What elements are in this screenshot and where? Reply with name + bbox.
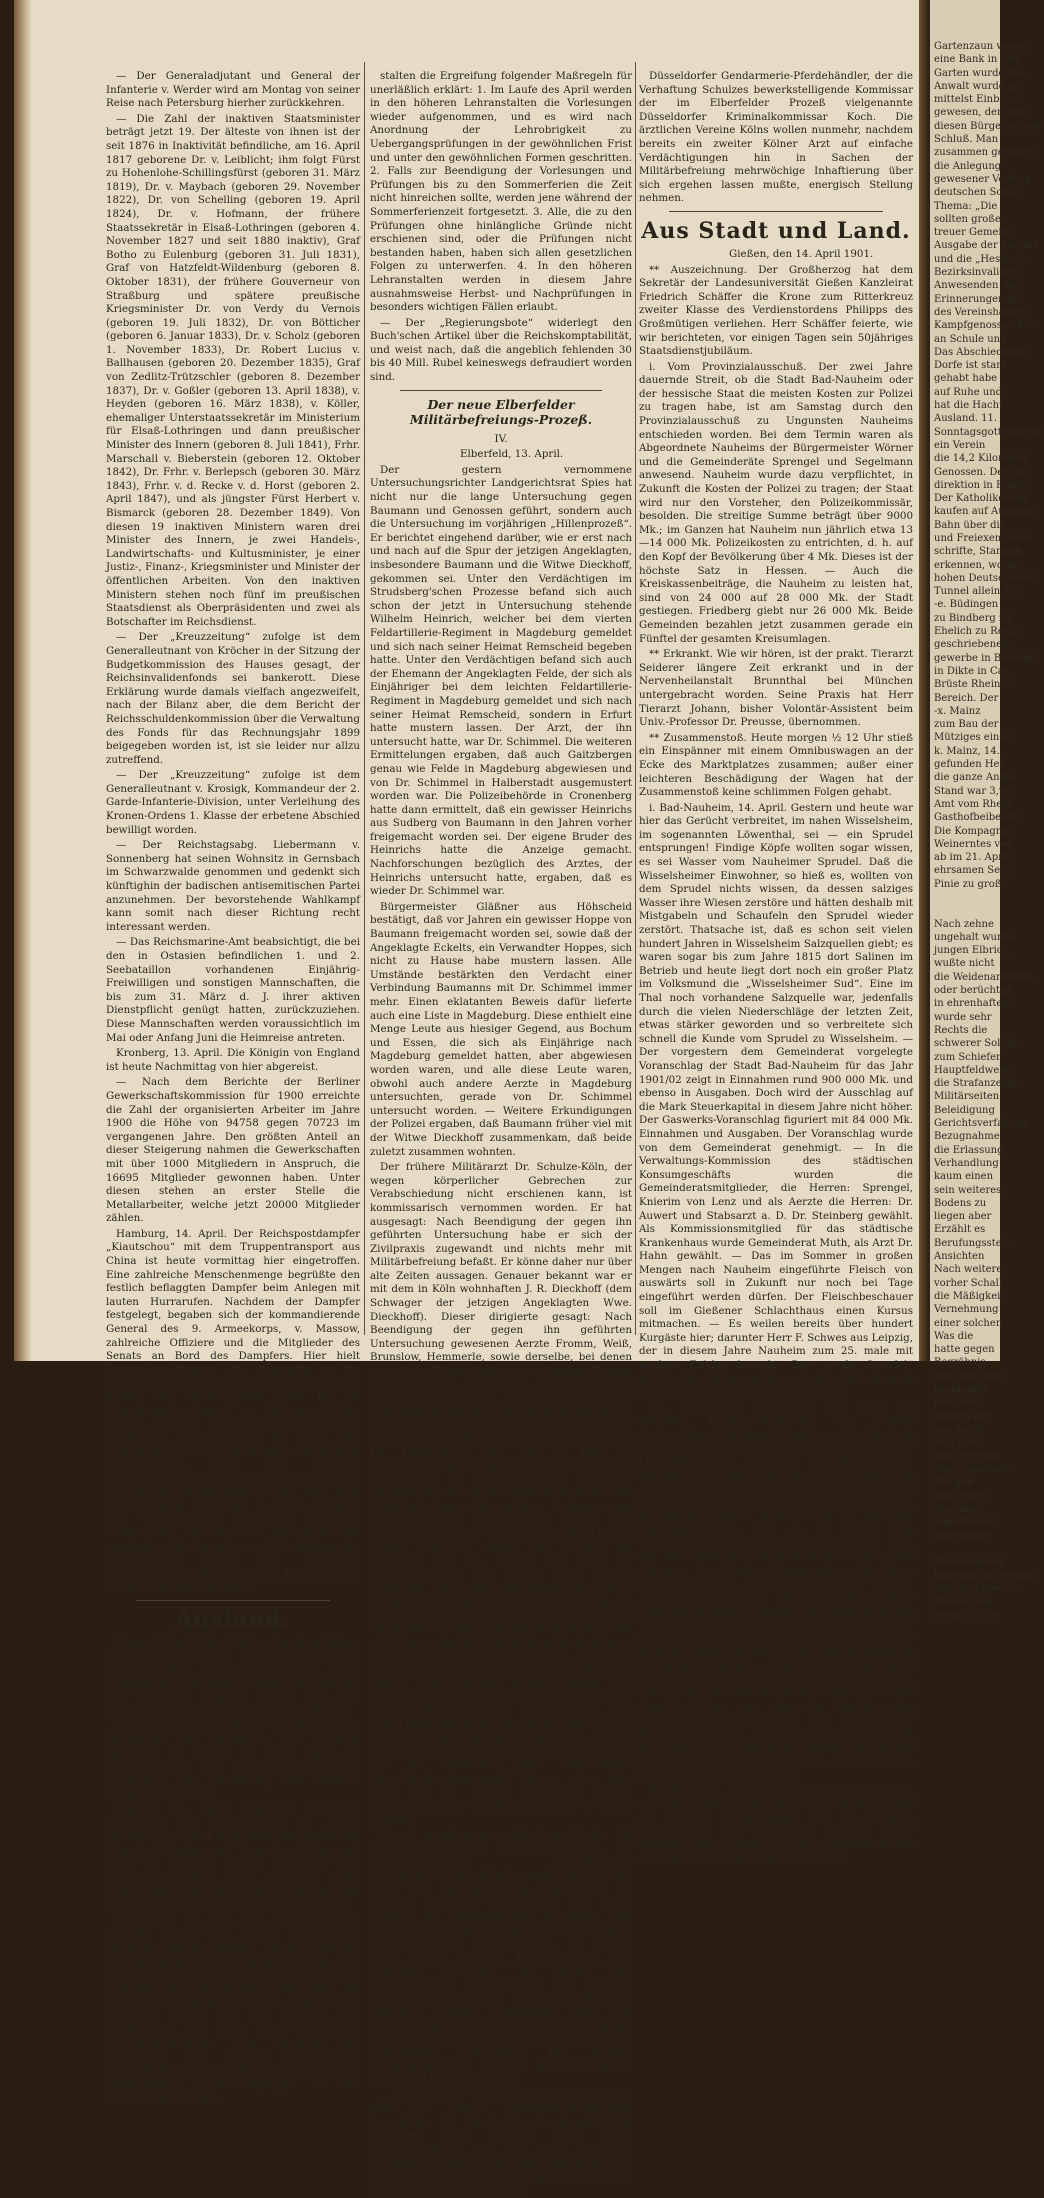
section-heading-ausland: Ausland. [106, 1607, 360, 1633]
adjacent-page-line: Ausgabe der Vereins [934, 239, 1000, 252]
adjacent-page-line: Mütziges einer [934, 731, 1000, 744]
column-2-prozess [370, 464, 632, 2198]
local-news-paragraph: ** Erkrankt. Wie wir hören, ist der prakt. Tierarzt Seiderer längere Zeit erkrankt und in der Nervenheilanstalt Brunnthal bei München untergebracht worden. Seine Praxis hat Herr Tierarzt Johann, bisher Volontär-Assistent beim Univ.-Professor Dr. Preusse, übernommen. [639, 648, 913, 730]
adjacent-page-strip [930, 0, 1000, 1361]
adjacent-page-line: Bezirksinvaliden [934, 266, 1000, 279]
adjacent-page-line: in ehrenhaften [934, 997, 1000, 1010]
adjacent-page-line: Beleidigung [934, 1104, 1000, 1117]
adjacent-page-line: erkennen, worin [934, 559, 1000, 572]
article-dateline: Elberfeld, 13. April. [370, 448, 632, 462]
adjacent-page-line: gefunden Heil [934, 758, 1000, 771]
newspaper-page [14, 0, 919, 1361]
adjacent-page-line: ab im 21. April [934, 851, 1000, 864]
adjacent-page-line: kaufen auf Aussicht [934, 505, 1000, 518]
adjacent-page-line: an Schule und [934, 333, 1000, 346]
adjacent-page-line: in Dikte in Cas [934, 665, 1000, 678]
adjacent-page-line: Rechts die [934, 1024, 1000, 1037]
adjacent-page-line: Ausgabe [934, 1503, 1000, 1516]
adjacent-page-line: wurde sehr [934, 1011, 1000, 1024]
adjacent-page-line: Anwalt wurde ge- [934, 80, 1000, 93]
article-heading-prozess: Der neue Elberfelder Militärbefreiungs-Prozeß. [370, 397, 632, 427]
adjacent-page-line: zum Schiefer [934, 1051, 1000, 1064]
news-paragraph: — Das Reichsmarine-Amt beabsichtigt, die bei den in Ostasien befindlichen 1. und 2. Seebataillon vorhandenen Einjährig-Freiwilligen und sonstigen Mannschaften, die bis zum 31. März d. J. ihrer aktiven Dienstpflicht genügt hatten, zurückzuziehen. Diese Mannschaften werden voraussichtlich im Mai oder Anfang Juni die Heimreise antreten. [106, 936, 360, 1045]
adjacent-page-line: zu Bindberg zu [934, 612, 1000, 625]
column-3-news [639, 70, 913, 206]
local-news-paragraph: ** Auszeichnung. Der Großherzog hat dem Sekretär der Landesuniversität Gießen Kanzleirat Friedrich Schäffer die Krone zum Ritterkreuz zweiter Klasse des Verdienstordens Philipps des Großmütigen verliehen. Herr Schäffer feierte, wie wir berichteten, vor einigen Tagen sein 50jähriges Staatsdienstjubiläum. [639, 264, 913, 359]
adjacent-page-line: bestanden [934, 1383, 1000, 1396]
adjacent-page-line: Köln wurden [934, 1449, 1000, 1462]
section-divider [136, 1600, 330, 1601]
article-part-number: IV. [370, 433, 632, 447]
adjacent-page-line: Gasthofbeibehalt [934, 811, 1000, 824]
adjacent-page-line: abgeflossen [934, 1516, 1000, 1529]
adjacent-page-line: ehrsamen Sein [934, 864, 1000, 877]
adjacent-page-line: zum Bau der [934, 718, 1000, 731]
adjacent-page-line: die Erlassung [934, 1144, 1000, 1157]
news-paragraph: Düsseldorfer Gendarmerie-Pferdehändler, der die Verhaftung Schulzes bewerkstelligende Kommissar der im Elberfelder Prozeß vielgenannte Düsseldorfer Kriminalkommissar Koch. Die ärztlichen Vereine Kölns wollen nunmehr, nachdem bereits ein zweiter Kölner Arzt auf einfache Verdächtigungen hin in Sachen der Militärbefreiung mehrwöchige Inhaftierung über sich ergehen lassen mußte, energisch Stellung nehmen. [639, 70, 913, 206]
adjacent-page-line: gehabt habe [934, 372, 1000, 385]
adjacent-page-line: Namen der [934, 1410, 1000, 1423]
adjacent-page-line: Bereich. Der [934, 692, 1000, 705]
adjacent-page-line: Erzählt es [934, 1223, 1000, 1236]
column-1-ausland [106, 1637, 360, 2105]
adjacent-page-line: Schluß. Man [934, 133, 1000, 146]
local-news-paragraph: i. Bad-Nauheim, 14. April. Gestern und heute war hier das Gerücht verbreitet, im nahen Wisselsheim, im sogenannten Löwenthal, sei — ein Sprudel entsprungen! Findige Köpfe wollten sogar wissen, es sei Wasser vom Nauheimer Sprudel. Daß die Wisselsheimer Einwohner, so hieß es, wollten von dem Sprudel nichts wissen, da dessen salziges Wasser ihre Wiesen zerstöre und hätten deshalb mit Mistgabeln und Schaufeln den Sprudel wieder zerstört. Thatsache ist, daß es schon seit vielen hundert Jahren in Wisselsheim Salzquellen giebt; es waren sogar bis zum Jahre 1815 dort Salinen im Betrieb und heute liegt dort noch ein großer Platz im Volksmund die „Wisselsheimer Sud“. Eine im Thal noch vorhandene Salzquelle war, jedenfalls durch die vielen Niederschläge der letzten Zeit, etwas stärker geworden und so verbreitete sich schnell die Kunde vom Sprudel zu Wisselsheim. — Der vorgestern dem Gemeinderat vorgelegte Voranschlag der Stadt Bad-Nauheim für das Jahr 1901/02 zeigt in Einnahmen rund 900 000 Mk. und ebenso in Ausgaben. Doch wird der Ausschlag auf die Mark Steuerkapital in diesem Jahre nicht höher. Der Gaswerks-Voranschlag figuriert mit 84 000 Mk. Einnahmen und Ausgaben. Der Voranschlag wurde von dem Gemeinderat genehmigt. — In die Verwaltungs-Kommission des städtischen Konsumgeschäfts wurden die Gemeinderatsmitglieder, die Herren: Sprengel, Knierim von Lenz und als Aerzte die Herren: Dr. Auwert und Stabsarzt a. D. Dr. Steinberg gewählt. Als Kommissionsmitglied für das städtische Krankenhaus wurde Gemeinderat Muth, als Arzt Dr. Hahn gewählt. — Das im Sommer in großen Mengen nach Nauheim eingeführte Fleisch von auswärts soll in Zukunft nur noch bei Tage eingeführt werden dürfen. Der Fleischbeschauer soll im Gießener Schlachthaus einen Kursus mitmachen. — Es weilen bereits über hundert Kurgäste hier; darunter Herr F. Schwes aus Leipzig, der in diesem Jahre Nauheim zum 25. male mit großem Erfolge besucht. Der „große Sprudel“ erholt sich immer mehr und die Aufregung in Nauheim hat sich bereits wieder gelegt. [639, 802, 913, 1400]
article-paragraph: Der frühere Militärarzt Dr. Schulze-Köln, der wegen körperlicher Gebrechen zur Verabschiedung nicht erschienen kann, ist kommissarisch vernommen worden. Er hat ausgesagt: Nach Beendigung der gegen ihn geführten Untersuchung habe er sich der Zivilpraxis zugewandt und nichts mehr mit Militärbefreiung befaßt. Er könne daher nur über alte Zeiten aussagen. Genauer bekannt war er mit dem in Köln wohnhaften J. R. Dieckhoff (dem Schwager der jetzigen Angeklagten Wwe. Dieckhoff). Dieser dirigierte gesagt: Nach Beendigung der gegen ihn geführten Untersuchung gewesenen Aerzte Fromm, Weiß, Brunslow, Hemmerle, sowie derselbe, bei denen er sich die Mannschaften zu verkaufen. Fromm erzählte einmal, er habe ihn durch einen Korb Champagner gewonnen, so daß er sich jetzt auf dem Sanitätsamte die Orte ausfindig mache, wo der er zu Musterungen geschickt werden sollte. Nach Münster in Westfalen hatte Zeuge außer zu Dr. Fürstenberg, der ihn in Köln zu Militärbefreiungszwecken selbst aufsuchte, keine Beziehungen. Er kannte dort nur noch den Oberstabsarzt Dr. Zicker. Dieser befaßte sich mit Militärbefreiungen im größten Umfange, war auch einmal in Untersuchung, wurde aber freigesprochen. Von Oberstabsarzt Dr. Lindner wurde Ähnliches erzählt. Dr. Dreher, ein Schwager des Dr. Zicker, war auch ein Hauptfreimacher. Es ließen sich damals überhaupt sehr viele Militärärzte auf solche Dinge ein. Man sagte, in Köln seien nur zwei, die sich zurückhielten. In Münster, hieß es, sei jeder zugänglich. — Was J. W. Dieckhoff machte, mit welchem er ständig in Verbindung stand, wisse er nicht. Die Leute, auf die es ankam, persönlich namhaft. Er wußte immer, wohin die Militärärzte kamen. Auch Zivilärzte spielten damals eine Rolle. Sie kamen entweder zu den Militärärzten, um sich für junge Leute zu verwenden, oder gaben ihnen Atteste zu den Musterungen mit. Es wurde entweder angesagt, junge Leute, die ihre Befreiung wünschten, legten manchmal Atteste von Dr. Moormann (dem verstorbenen Düsseldorfer Augenarzte) bei; es wisse aber nicht, ob Dr. Mooren unrichtige Atteste ausgestellt habe. Von Baumann habe er nichts gewußt. [370, 1161, 632, 1827]
adjacent-page-line: Nach weiterer [934, 1263, 1000, 1276]
adjacent-page-line: Das Abschiedsfest [934, 346, 1000, 359]
adjacent-page-line: Sonntagsgottesdienst [934, 426, 1000, 439]
section-heading-stadt-und-land: Aus Stadt und Land. [639, 218, 913, 244]
adjacent-page-line: Tunnel allein 100 [934, 585, 1000, 598]
article-paragraph: — Man meldet weiter: Die Meldung, daß in Köln ein dritter Militärbefreiungsprozeß bevorstehe, ist falsch. Der in diesem Falle verhaftete Arzt Schulze wurde ohne Kautionsstellung aus der Haft entlassen, nachdem sich die Grundlosigkeit des Verdachtes der Beihilfe zur Militärbefreiung erwiesen hatte. Der betr. Polizeispitzel ist ein [370, 2090, 632, 2198]
local-news-paragraph: ** Zusammenstoß. Heute morgen ½ 12 Uhr stieß ein Einspänner mit einem Omnibuswagen an der Ecke des Marktplatzes zusammen; außer einer leichteren Beschädigung der Wagen hat der Zusammenstoß keine schlimmen Folgen gehabt. [639, 732, 913, 800]
column-1 [106, 70, 360, 1335]
news-paragraph: Petersburg, 14. April. Der „Regierungsbote“ schreibt: Infolge der jüngst stattgehabten Studentenunruhen wurden manche höheren Schulen vor den Osterferien geschlossen, jetzt sollen die studierende Jugend in die Lage kam, entweder ein Jahr verlieren oder sogar die Lehranstalt verlassen zu müssen. Wegen dieser schweren Folgen für das Schicksal der Studierenden hat unter dem Vorsitz des Unterrichtsministers eine Beratung der Hauptleiter der höheren Lehranstalten stattgefunden und zur Wiederherstellung des regelmäßigen Unterrichtsganges in den bezeichneten Lehran- [106, 1915, 360, 2105]
local-news-paragraph: -ck. Lehrerheim Vogelsberg. Die sehr gut besuchte Hauptversammlung des Vereins „Lehrerheim Vogelsberg“ fand am 11. April in Jugenheim a. d. B. statt. Der Vorstehende, Lehrer Linck-Rüdingshain, erstattete den Jahresbericht, aus dem hervorgeht, daß das Unternehmen sich günstig entwickelt. Der Rechnungsabschluß weist ein Vermögen von rund 12,900 Mk. auf. Auf dem Vereinshause lasten zurzeit noch 20 000 Mk. Hypothekschulden, und da es rätlich und wünschenswert erscheint, dies abzutragen, wird auf den einstimmig angenommenen Antrag des Obmanns des Landes-Lehrervereins, Oberlehrer Backes-Darmstadt, der Versuch gemacht werden, Anteilscheine zu je 50 Mk. auszugeben. Lehrer Lanz-Ober-Ramstadt empfahl, die Wetterfeste des Vereinshauses durch eine Schindelbekleidung vor dem Eindringen der Nässe zu schützen. Der engere Vorstand wurde beauftragt, die Angelegenheit in Erwägung zu ziehen. — Schließlich brachte Lehrer Reibel-Gundersheim den Antrag ein, der Vorstand solle an den Vorstand des Landes-Lehrervereins das Gesuch richten, man möge das Vermögen des Landes-Lehrervereins gegen eine angemessene Zinsvergütung und unbedingte Sicherstellung in den Dienst des Lehrerheims stellen. Der Antrag fand Unterstützung und Annahme. Hierauf wurde die Versammlung geschlossen. [639, 1402, 913, 1783]
news-paragraph: Madrid, 14. April. Mehrere Individuen versuchten das Jesus-Kloster in Aveiro (Portugal) in Brand zu stecken. Sie hatten das Thor des Klosters mit Theer bestrichen und Feuer an dasselbe gelegt. Einwohner und Polizeimannschaften eilten indessen zeitig genug herbei, um das Feuer zu löschen. Die Schuldigen sind bisher nicht ermittelt worden. [106, 1804, 360, 1913]
column-2-news [370, 70, 632, 385]
article-paragraph: Bürgermeister Gläßner aus Höhscheid bestätigt, daß vor Jahren ein gewisser Hoppe von Baumann freigemacht worden sei, sowie daß der Angeklagte Eckelts, ein Verwandter Hoppes, sich nicht zu Hause habe mustern lassen. Alle Umstände bestärkten den Verdacht einer Verbindung Baumanns mit Dr. Schimmel immer mehr. Einen eklatanten Beweis dafür lieferte auch eine Liste in Magdeburg. Diese enthielt eine Menge Leute aus hiesiger Gegend, aus Bochum und Essen, die sich als Einjährige nach Magdeburg gemeldet hatten, aber abgewiesen worden waren, und alle diese Leute waren, obwohl auch andere Aerzte in Magdeburg untersuchten, gerade von Dr. Schimmel untersucht worden. — Weitere Erkundigungen der Polizei ergaben, daß Baumann früher viel mit der Witwe Dieckhoff zusammenkam, daß beide zuletzt zusammen wohnten. [370, 901, 632, 1159]
article-paragraph: Es sei vorgekommen, daß junge Leute, die freigemacht wurden, Mittel anwandten, um krankheitsähnliche Erscheinungen vorzutäuschen. Dr. Schulze wurde am 2. Febr. 1871 vom Korpsgericht in Münster zu 18 Monaten Gefängnis verurteilt. In dem Urteil wurden als strafmildernde Umstände sein glaubhaftes Geständnis und sein sehr günstiges Führungszeugnis hervorgehoben. Es wurden denn Urteile, die von Kriegsgerichten und ähnlichen Gerichten in Sachen der Militärbefreiung gefällt worden sind, verlesen. Dann kam es noch zu Auseinandersetzungen zwischen einigen Angeklagten und dem Untersuchungsrichter, weil letzterem unzulässige Einwirkungen vorgeworfen wurden, was er aber entschieden zurückwies. Die weitere Verhandlung wird, wie mir bereits mitgeteilt wurde, auf Dienstag vertagt. [370, 1829, 632, 2087]
column-rule [635, 62, 636, 1335]
column-1-news [106, 70, 360, 1595]
local-news-paragraph: i. Vom Provinzialausschuß. Der zwei Jahre dauernde Streit, ob die Stadt Bad-Nauheim oder der hessische Staat die meisten Kosten zur Polizei zu tragen habe, ist am Samstag durch den Provinzialausschuß zu Ungunsten Nauheims entschieden worden. Bei dem Termin waren als Abgeordnete Nauheims der Bürgermeister Wörner und die Gemeinderäte Sprengel und Segelmann anwesend. Nauheim wurde dazu verpflichtet, in Zukunft die Kosten der Polizei zu tragen; der Staat wird nur den Vorsteher, den Polizeikommissär, besolden. Die streitige Summe beträgt über 9000 Mk.; im Ganzen hat Nauheim nun jährlich etwa 13—14 000 Mk. Polizeikosten zu entrichten, d. h. auf den Kopf der Bevölkerung über 4 Mk. Dieses ist der höchste Satz in Hessen. — Auch die Kreiskassenbeiträge, die Nauheim zu leisten hat, sind von 24 000 auf 28 000 Mk. der Stadt gestiegen. Friedberg giebt nur 26 000 Mk. Beide Gemeinden bezahlen jetzt zusammen gerade ein Fünftel der gesamten Kreisumlagen. [639, 361, 913, 646]
news-paragraph: — Nach dem Berichte der Berliner Gewerkschaftskommission für 1900 erreichte die Zahl der organisierten Arbeiter im Jahre 1900 die Höhe von 94758 gegen 70723 im vergangenen Jahre. Den größten Anteil an dieser Steigerung nahmen die Gewerkschaften mit über 1000 Mitgliedern in Anspruch, die 16695 Mitglieder gewonnen haben. Unter diesen stehen an erster Stelle die Metallarbeiter, welche jetzt 20000 Mitglieder zählen. [106, 1076, 360, 1226]
adjacent-page-line: und die „Hessische [934, 253, 1000, 266]
adjacent-page-line: Dorfe ist stark [934, 359, 1000, 372]
adjacent-page-line: auf Ruhe und [934, 386, 1000, 399]
adjacent-page-line: -e. Büdingen [934, 598, 1000, 611]
adjacent-page-line: liegen aber [934, 1210, 1000, 1223]
adjacent-page-line: Die Kompagnie [934, 825, 1000, 838]
adjacent-page-line: die Anlegung [934, 160, 1000, 173]
adjacent-page-line: Gartenzaun wurde [934, 40, 1000, 53]
adjacent-page-line: Gerichtsverfahren [934, 1117, 1000, 1130]
adjacent-page-line: ungehalt wurde [934, 931, 1000, 944]
news-paragraph: — Der „Kreuzzeitung“ zufolge ist dem Generalleutnant von Kröcher in der Sitzung der Budgetkommission des Hauses gesagt, der Reichsinvalidenfonds sei bankerott. Diese Erklärung wurde damals vielfach angezweifelt, nach der Bilanz aber, die dem Bericht der Reichsschuldenkommission über die Verwaltung des Fonds für das Rechnungsjahr 1899 beigegeben worden ist, ist sie leider nur allzu zutreffend. [106, 631, 360, 767]
adjacent-page-line: Bremen die [934, 1596, 1000, 1609]
adjacent-page-line: sein weiteres [934, 1184, 1000, 1197]
adjacent-page-line: jungen Elbrich [934, 944, 1000, 957]
adjacent-page-line: Meyer 3 Uhr [934, 1609, 1000, 1622]
adjacent-page-line: k. Mainz, 14. [934, 745, 1000, 758]
news-paragraph: — Die Zahl der inaktiven Staatsminister beträgt jetzt 19. Der älteste von ihnen ist der seit 1876 in Inaktivität befindliche, am 16. April 1817 geborene Dr. v. Leiblicht; ihm folgt Fürst zu Hohenlohe-Schillingsfürst (geboren 31. März 1819), Dr. v. Maybach (geboren 29. November 1822), Dr. von Schelling (geboren 19. April 1824), Dr. v. Hofmann, der frühere Staatssekretär in Elsaß-Lothringen (geboren 4. November 1827 und seit 1880 inaktiv), Graf Botho zu Eulenburg (geboren 31. Juli 1831), Graf von Hatzfeldt-Wildenburg (geboren 8. Oktober 1831), der frühere Gouverneur von Straßburg und spätere preußische Kriegsminister Dr. von Verdy du Vernois (geboren 19. Juli 1832), Dr. von Bötticher (geboren 6. Januar 1833), Dr. v. Scholz (geboren 1. November 1833), Dr. Robert Lucius v. Ballhausen (geboren 20. Dezember 1835), Graf von Zedlitz-Trützschler (geboren 8. Dezember 1837), Dr. v. Goßler (geboren 13. April 1838), v. Heyden (geboren 16. März 1838), v. Köller, ehemaliger Unterstaatssekretär im Ministerium für Elsaß-Lothringen und dann preußischer Minister des Innern (geboren 8. Juli 1841), Frhr. Marschall v. Bieberstein (geboren 12. Oktober 1842), Dr. Frhr. v. Berlepsch (geboren 30. März 1843), Frhr. v. d. Recke v. d. Horst (geboren 2. April 1847), und als jüngster Fürst Herbert v. Bismarck (geboren 28. Dezember 1849). Von diesen 19 inaktiven Ministern waren drei Minister des Innern, je zwei Handels-, Landwirtschafts- und Kultusminister, je einer Justiz-, Finanz-, Kriegsminister und Minister der öffentlichen Arbeiten. Von den inaktiven Ministern stehen noch fünf im preußischen Staatsdienst als Oberpräsidenten und zwei als Botschafter im Reichsdienst. [106, 113, 360, 630]
section-divider [669, 211, 883, 212]
adjacent-page-line: Brüste Rheinh. [934, 678, 1000, 691]
adjacent-page-line [934, 891, 1000, 904]
adjacent-page-line: Amt vom Rhein [934, 798, 1000, 811]
column-3-stadt [639, 264, 913, 1866]
adjacent-page-line: hohen Deutschlands [934, 572, 1000, 585]
adjacent-page-line: Weinerntes von [934, 838, 1000, 851]
adjacent-page-line: Ehelich zu Reich [934, 625, 1000, 638]
adjacent-page-line: die 14,2 Kilometer [934, 452, 1000, 465]
news-paragraph: Paris, 13. April. Der „Matin“ veröffentlicht ein Telegramm des Vertreters der Filipinos Agoncillo, in denen es heißt, daß der Filipinosgeneral San Digo zum Nachfolger Aguinaldos und gleichzeitig zum Diktator gewählt worden ist. [106, 1720, 360, 1802]
adjacent-page-line: sich Löw [934, 1436, 1000, 1449]
adjacent-page-line: geschriebenen [934, 638, 1000, 651]
adjacent-page-line: Morgen [934, 1476, 1000, 1489]
adjacent-page-line: Bahn über die [934, 519, 1000, 532]
adjacent-page-line: des Vereinshauses [934, 306, 1000, 319]
adjacent-page-line: direktion in Frank [934, 479, 1000, 492]
column-rule [364, 62, 365, 1335]
news-paragraph: Hamburg, 14. April. Der Reichspostdampfer „Kiautschou“ mit dem Truppentransport aus China ist heute vormittag hier eingetroffen. Eine zahlreiche Menschenmenge begrüßte den festlich beflaggten Dampfer beim Anlegen mit lauten Hurrarufen. Nachdem der Dampfer festgelegt, begaben sich der kommandierende General des 9. Armeekorps, v. Massow, zahlreiche Offiziere und die Mitglieder des Senats an Bord des Dampfers. Hier hielt General v. Massow eine Ansprache an die Soldaten und schloß mit einem Hoch auf den Kaiser; die Musik spielte „Heil Dir im Siegerkranz“. General v. Massow richtete sodann an jeden Soldaten einige freundliche Worte und reichte jedem die Hand. Mit Ausnahme von acht Schwerkranken, die mittelst Krankenwagen nach dem Altonaer Garnisonlazarett gebracht wurden, bestiegen die übrigen Mannschaften, etwa 200, zwei bereitstehende Extrazüge, in denen sie nach den verschiedenen Bahnhöfen befördert wurden, um von hier aus die Weiterreise anzutreten. Das Aussehen und die Haltung der Mannschaften waren gut. Zahlreiche Anverwandte der heimkehrenden Krieger waren bei der Landung anwesend. [106, 1228, 360, 1595]
adjacent-page-line: mittelst Einbruch [934, 93, 1000, 106]
adjacent-page-line: Anwesenden der [934, 279, 1000, 292]
adjacent-page-line [934, 904, 1000, 917]
news-paragraph: Kronberg, 13. April. Die Königin von England ist heute Nachmittag von hier abgereist. [106, 1047, 360, 1074]
adjacent-page-line: schwerer Soldat [934, 1037, 1000, 1050]
adjacent-page-text [930, 0, 1000, 1622]
adjacent-page-line: schrifte, Stammb. [934, 545, 1000, 558]
adjacent-page-line: wird der Zeit [934, 1370, 1000, 1383]
adjacent-page-line: Begräbnis [934, 1356, 1000, 1369]
adjacent-page-line: diesen Bürger wurde [934, 120, 1000, 133]
news-paragraph: — Der „Kreuzzeitung“ zufolge ist dem Generalleutnant v. Krosigk, Kommandeur der 2. Garde-Infanterie-Division, unter Verleihung des Kronen-Ordens 1. Klasse der erbetene Abschied bewilligt worden. [106, 769, 360, 837]
adjacent-page-line: oder berüchtigt [934, 984, 1000, 997]
adjacent-page-line: Bezugnahme [934, 1130, 1000, 1143]
adjacent-page-line: gewerbe in Büdinge [934, 652, 1000, 665]
adjacent-page-line: genommen [934, 1529, 1000, 1542]
adjacent-page-line: auch einer [934, 1489, 1000, 1502]
adjacent-page-line: einer solchen [934, 1317, 1000, 1330]
adjacent-page-line: hat die Hacht [934, 399, 1000, 412]
adjacent-page-line: Genossen. Der Gut [934, 466, 1000, 479]
adjacent-page-line: vorher Schall [934, 1277, 1000, 1290]
adjacent-page-line: Nach zehne [934, 918, 1000, 931]
adjacent-page-line: die Weidenarbeiten [934, 971, 1000, 984]
adjacent-page-line: Erinnerungen die [934, 293, 1000, 306]
adjacent-page-line: Was die [934, 1330, 1000, 1343]
adjacent-page-line: sollten großen [934, 213, 1000, 226]
adjacent-page-line: deutschen Schul- [934, 186, 1000, 199]
column-2 [370, 70, 632, 1335]
adjacent-page-line: Ausland. 11. [934, 412, 1000, 425]
news-paragraph: — Der „Regierungsbote“ widerlegt den Buch'schen Artikel über die Reichskomptabilität, und weist nach, daß die angeblich fehlenden 30 bis 40 Mill. Rubel keineswegs defraudiert worden sind. [370, 317, 632, 385]
news-paragraph: Haag, 13. April. Der Minister des Auswärtigen hat als Präsident des Verwaltungsrates des internationalen Schiedsgerichtshofes allen europäischen und außereuropäischen Mächten die Mitteilung zugehen lassen, daß der Schiedsgerichtshof jetzt endgültig gebildet ist. [106, 1637, 360, 1719]
adjacent-page-line: eine Bank in den [934, 53, 1000, 66]
adjacent-page-line: und Freiexemplare [934, 532, 1000, 545]
book-gutter [919, 0, 930, 1361]
adjacent-page-line: kaum einen [934, 1170, 1000, 1183]
adjacent-page-line: aus durch [934, 1423, 1000, 1436]
adjacent-page-line: Berufungsstelle [934, 1237, 1000, 1250]
adjacent-page-line: Garten wurde nie- [934, 67, 1000, 80]
adjacent-page-line: Ansichten [934, 1250, 1000, 1263]
adjacent-page-line: die Strafanzeige [934, 1077, 1000, 1090]
column-3 [639, 70, 913, 1335]
adjacent-page-line: Bodens zu [934, 1197, 1000, 1210]
article-paragraph: Der gestern vernommene Untersuchungsrichter Landgerichtsrat Spies hat nicht nur die lange Untersuchung gegen Baumann und Genossen geführt, sondern auch die Untersuchung im vorjährigen „Hillenprozeß“. Er berichtet eingehend darüber, wie er erst nach und nach auf die Spur der jetzigen Angeklagten, insbesondere Baumann und die Witwe Dieckhoff, gekommen sei. Unter den Verdächtigen im Strudsberg'schen Prozesse befand sich auch schon der jetzt in Untersuchung stehende Wilhelm Heinrich, welcher bei dem vierten Feldartillerie-Regiment in Magdeburg gemeldet und sich nach seiner Heimat Remscheid begeben hatte. Unter den Verdächtigen befand sich auch der Ehemann der Angeklagten Felde, der sich als Einjähriger bei dem leichten Feldartillerie-Regiment in Magdeburg gemeldet und sich nach seiner Heimat Remscheid, sondern in Erfurt hatte mustern lassen. Der Arzt, der ihn untersucht hatte, war Dr. Schimmel. Die weiteren Ermittelungen ergaben, daß auch Gaitzbergen genau wie Felde in Magdeburg abgewiesen und von Dr. Schimmel in Halberstadt ausgemustert worden war. Die Polizeibehörde in Cronenberg hatte dann ermittelt, daß ein gewisser Heinrichs aus Sudberg von Baumann in den Jahren vorher freigemacht worden sei. Der eigene Bruder des Heinrichs hatte die Anzeige gemacht. Nachforschungen bezüglich des Arztes, der Heinrichs untersucht hatte, ergaben, daß es wieder Dr. Schimmel war. [370, 464, 632, 899]
adjacent-page-line: heit eine [934, 1396, 1000, 1409]
local-news-paragraph: W. Nidda, 13. April. Heute nacht wurde hier ein schwerer Unfug verübt. An der Turnhalle wurden die Fenster eingeschlagen und die Lampen zertrümmert; eine städtische Laterne wurde gänzlich abgeschlagen, aus einer anderen wurde die Lampe entwendet. Gegen 20 Meter [639, 1784, 913, 1866]
news-paragraph: — Der Generaladjutant und General der Infanterie v. Werder wird am Montag von seiner Reise nach Petersburg hierher zurückkehren. [106, 70, 360, 111]
adjacent-page-line: Der Katholikentag [934, 492, 1000, 505]
adjacent-page-line: -x. Mainz [934, 705, 1000, 718]
adjacent-page-line: dem Amtsgericht [934, 1582, 1000, 1595]
adjacent-page-line: Verhandlung [934, 1157, 1000, 1170]
adjacent-page-line: kanonen zu werden [934, 1569, 1000, 1582]
adjacent-page-line: treuer Gemein- [934, 226, 1000, 239]
adjacent-page-line: Pinie zu groß [934, 878, 1000, 891]
adjacent-page-line: Stand war 3,90 [934, 785, 1000, 798]
adjacent-page-line: Hauptfeldwebel [934, 1064, 1000, 1077]
section-divider [400, 390, 602, 391]
adjacent-page-line: Bremerhaven [934, 1556, 1000, 1569]
adjacent-page-line: gewesen, der eine [934, 106, 1000, 119]
adjacent-page-line: die Mäßigkeit [934, 1290, 1000, 1303]
adjacent-page-line: ein Verein [934, 439, 1000, 452]
section-dateline: Gießen, den 14. April 1901. [639, 248, 913, 262]
adjacent-page-line: Kampfgenossen für [934, 319, 1000, 332]
adjacent-page-line: wußte nicht [934, 957, 1000, 970]
adjacent-page-line: Thema: „Die [934, 200, 1000, 213]
adjacent-page-line: hatte gegen [934, 1343, 1000, 1356]
adjacent-page-line [934, 1543, 1000, 1556]
adjacent-page-line: Vernehmung [934, 1303, 1000, 1316]
adjacent-page-line: dem Gemeinde [934, 1463, 1000, 1476]
news-paragraph: — Der Reichstagsabg. Liebermann v. Sonnenberg hat seinen Wohnsitz in Gernsbach im Schwarzwalde genommen und gedenkt sich künftighin der badischen antisemitischen Partei anzunehmen. Der bevorstehende Wahlkampf kann somit nach dieser Richtung recht interessant werden. [106, 839, 360, 934]
adjacent-page-line: zusammen getreten [934, 146, 1000, 159]
adjacent-page-line: die ganze Angel [934, 771, 1000, 784]
adjacent-page-line: gewesener Vortrag [934, 173, 1000, 186]
news-paragraph: stalten die Ergreifung folgender Maßregeln für unerläßlich erklärt: 1. Im Laufe des April werden in den höheren Lehranstalten die Vorlesungen wieder aufgenommen, und es wird nach Anordnung der Lehrobrigkeit zu Uebergangsprüfungen in der gewöhnlichen Frist und unter den gewöhnlichen Formen geschritten. 2. Falls zur Beendigung der Vorlesungen und Prüfungen bis zu den Sommerferien die Zeit nicht hinreichen sollte, werden jene während der Sommerferienzeit fortgesetzt. 3. Alle, die zu den Prüfungen ohne hinlängliche Gründe nicht erschienen sind, oder die Prüfungen nicht bestanden haben, haben sich allen gesetzlichen Folgen zu unterwerfen. 4. In den höheren Lehranstalten werden in diesem Jahre ausnahmsweise Herbst- und Nachprüfungen in besonders wichtigen Fällen erlaubt. [370, 70, 632, 315]
adjacent-page-line: Militärseiten [934, 1090, 1000, 1103]
